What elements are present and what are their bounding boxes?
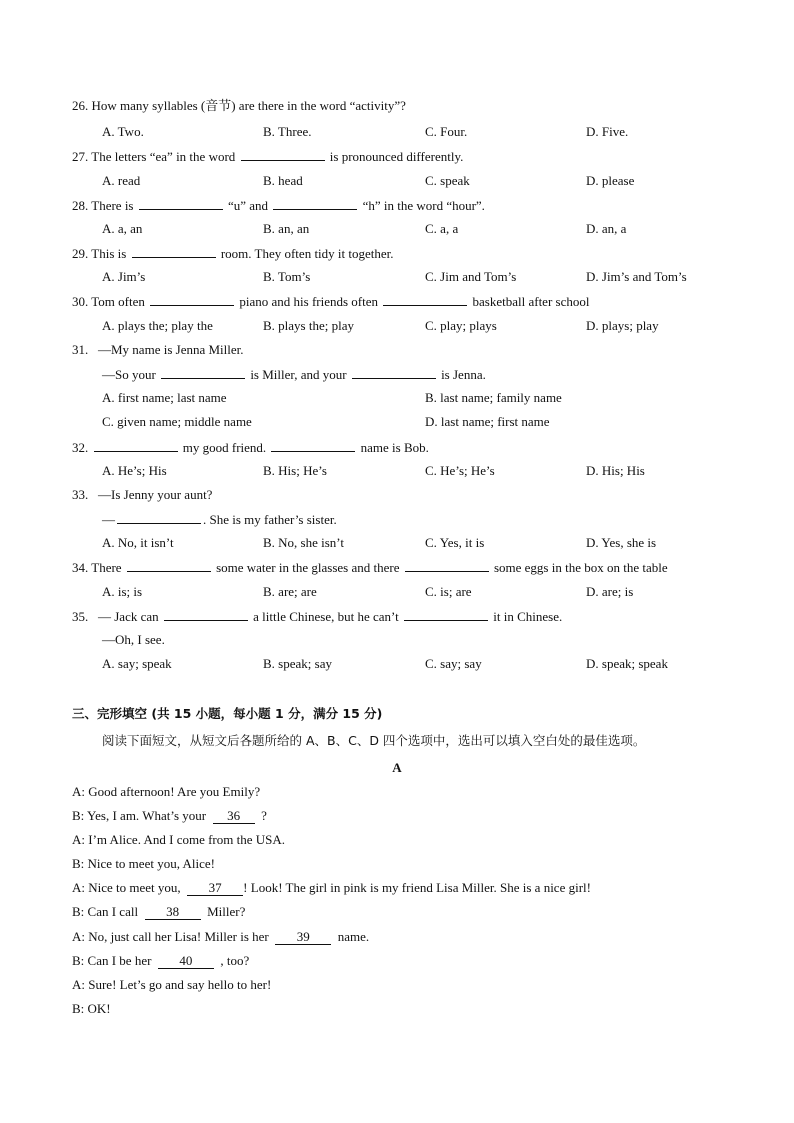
option-d: D. Jim’s and Tom’s (586, 269, 687, 284)
question-text: “u” and (228, 198, 269, 213)
option-b: B. No, she isn’t (263, 535, 345, 550)
question-text: piano and his friends often (239, 294, 379, 309)
dialogue-line (72, 904, 245, 920)
question-28 (72, 197, 485, 214)
dialogue-text: ? (261, 808, 267, 823)
answer-blank (132, 245, 216, 258)
answer-blank (94, 439, 178, 452)
option-d: D. last name; first name (425, 414, 550, 429)
option-d: D. speak; speak (586, 656, 668, 671)
answer-blank (404, 608, 488, 621)
question-text: basketball after school (472, 294, 590, 309)
question-text: 28. There is (72, 198, 134, 213)
option-d: D. Five. (586, 124, 629, 139)
answer-blank (273, 197, 357, 210)
dialogue-text: A: No, just call her Lisa! Miller is her (72, 929, 269, 944)
question-text: is Jenna. (441, 367, 486, 382)
option-c: C. speak (425, 173, 470, 188)
answer-blank (405, 559, 489, 572)
option-c: C. given name; middle name (102, 414, 252, 429)
dialogue-line: A: Good afternoon! Are you Emily? (72, 784, 261, 799)
option-c: C. Four. (425, 124, 468, 139)
option-a: A. Jim’s (102, 269, 146, 284)
answer-blank (150, 293, 234, 306)
dialogue-text: name. (337, 929, 370, 944)
answer-blank (117, 511, 201, 524)
answer-blank (241, 148, 325, 161)
dialogue-line (72, 880, 591, 896)
option-d: D. an, a (586, 221, 627, 236)
answer-blank (127, 559, 211, 572)
question-text: — (102, 512, 115, 527)
question-text: 30. Tom often (72, 294, 145, 309)
dialogue-text: B: Can I be her (72, 953, 152, 968)
option-b: B. head (263, 173, 303, 188)
question-31-line2 (102, 366, 486, 383)
section-instruction: 阅读下面短文，从短文后各题所给的 A、B、C、D 四个选项中，选出可以填入空白处的最佳选项。 (102, 733, 646, 748)
option-a: A. a, an (102, 221, 143, 236)
question-text: 35. — Jack can (72, 609, 159, 624)
dialogue-text: B: Yes, I am. What’s your (72, 808, 207, 823)
dialogue-line: B: OK! (72, 1001, 111, 1016)
dialogue-line: B: Nice to meet you, Alice! (72, 856, 215, 871)
answer-blank (352, 366, 436, 379)
option-b: B. are; are (263, 584, 317, 599)
dialogue-line (72, 953, 249, 969)
dialogue-text: , too? (220, 953, 250, 968)
option-b: B. speak; say (263, 656, 332, 671)
option-c: C. Yes, it is (425, 535, 485, 550)
dialogue-line: A: Sure! Let’s go and say hello to her! (72, 977, 272, 992)
option-c: C. Jim and Tom’s (425, 269, 517, 284)
option-b: B. His; He’s (263, 463, 327, 478)
answer-blank (383, 293, 467, 306)
dialogue-text: Miller? (207, 904, 246, 919)
question-33 (72, 487, 212, 503)
dialogue-line (72, 808, 267, 824)
option-d: D. plays; play (586, 318, 659, 333)
question-text: 27. The letters “ea” in the word (72, 149, 236, 164)
question-text: 32. (72, 440, 89, 455)
question-text: is Miller, and your (250, 367, 347, 382)
option-a: A. read (102, 173, 141, 188)
question-text: 31. —My name is Jenna Miller. (72, 342, 244, 357)
dialogue-text: B: Can I call (72, 904, 139, 919)
option-d: D. His; His (586, 463, 645, 478)
option-a: A. He’s; His (102, 463, 167, 478)
dialogue-text: ! Look! The girl in pink is my friend Lisa Miller. She is a nice girl! (243, 880, 591, 895)
question-text: 26. How many syllables (音节) are there in the word “activity”? (72, 98, 406, 113)
dialogue-text: A: Nice to meet you, (72, 880, 181, 895)
option-b: B. Three. (263, 124, 312, 139)
question-32 (72, 439, 429, 456)
dialogue-line: A: I’m Alice. And I come from the USA. (72, 832, 286, 847)
option-c: C. say; say (425, 656, 482, 671)
option-c: C. play; plays (425, 318, 497, 333)
question-33-line2 (102, 511, 337, 528)
option-c: C. is; are (425, 584, 472, 599)
answer-blank (271, 439, 355, 452)
option-c: C. a, a (425, 221, 459, 236)
question-35-line2: —Oh, I see. (102, 632, 165, 647)
cloze-blank-40: 40 (158, 954, 214, 969)
question-text: . She is my father’s sister. (203, 512, 337, 527)
question-text: some eggs in the box on the table (493, 560, 668, 575)
option-d: D. please (586, 173, 635, 188)
question-text: name is Bob. (360, 440, 429, 455)
cloze-blank-37: 37 (187, 881, 243, 896)
question-34 (72, 559, 668, 576)
question-text: 29. This is (72, 246, 127, 261)
option-c: C. He’s; He’s (425, 463, 495, 478)
answer-blank (139, 197, 223, 210)
question-text: a little Chinese, but he can’t (253, 609, 399, 624)
question-text: it in Chinese. (493, 609, 563, 624)
option-b: B. Tom’s (263, 269, 311, 284)
cloze-blank-39: 39 (275, 930, 331, 945)
option-a: A. first name; last name (102, 390, 227, 405)
option-a: A. Two. (102, 124, 144, 139)
answer-blank (161, 366, 245, 379)
question-text: —So your (102, 367, 156, 382)
option-b: B. an, an (263, 221, 310, 236)
question-text: 34. There (72, 560, 122, 575)
dialogue-line (72, 929, 369, 945)
question-27 (72, 148, 463, 165)
option-b: B. plays the; play (263, 318, 354, 333)
option-a: A. plays the; play the (102, 318, 213, 333)
passage-title: A (392, 760, 402, 775)
question-35 (72, 608, 562, 625)
option-a: A. is; is (102, 584, 143, 599)
option-d: D. Yes, she is (586, 535, 657, 550)
option-d: D. are; is (586, 584, 634, 599)
question-text: my good friend. (182, 440, 267, 455)
question-30 (72, 293, 589, 310)
option-b: B. last name; family name (425, 390, 562, 405)
answer-blank (164, 608, 248, 621)
section-heading: 三、完形填空 (共 15 小题，每小题 1 分，满分 15 分) (72, 706, 383, 721)
cloze-blank-36: 36 (213, 809, 255, 824)
cloze-blank-38: 38 (145, 905, 201, 920)
question-text: 33. —Is Jenny your aunt? (72, 487, 213, 502)
question-text: “h” in the word “hour”. (362, 198, 485, 213)
question-26 (72, 98, 406, 114)
option-a: A. No, it isn’t (102, 535, 174, 550)
question-text: room. They often tidy it together. (220, 246, 394, 261)
question-text: some water in the glasses and there (216, 560, 400, 575)
question-31 (72, 342, 244, 358)
question-29 (72, 245, 394, 262)
option-a: A. say; speak (102, 656, 172, 671)
question-text: is pronounced differently. (329, 149, 464, 164)
